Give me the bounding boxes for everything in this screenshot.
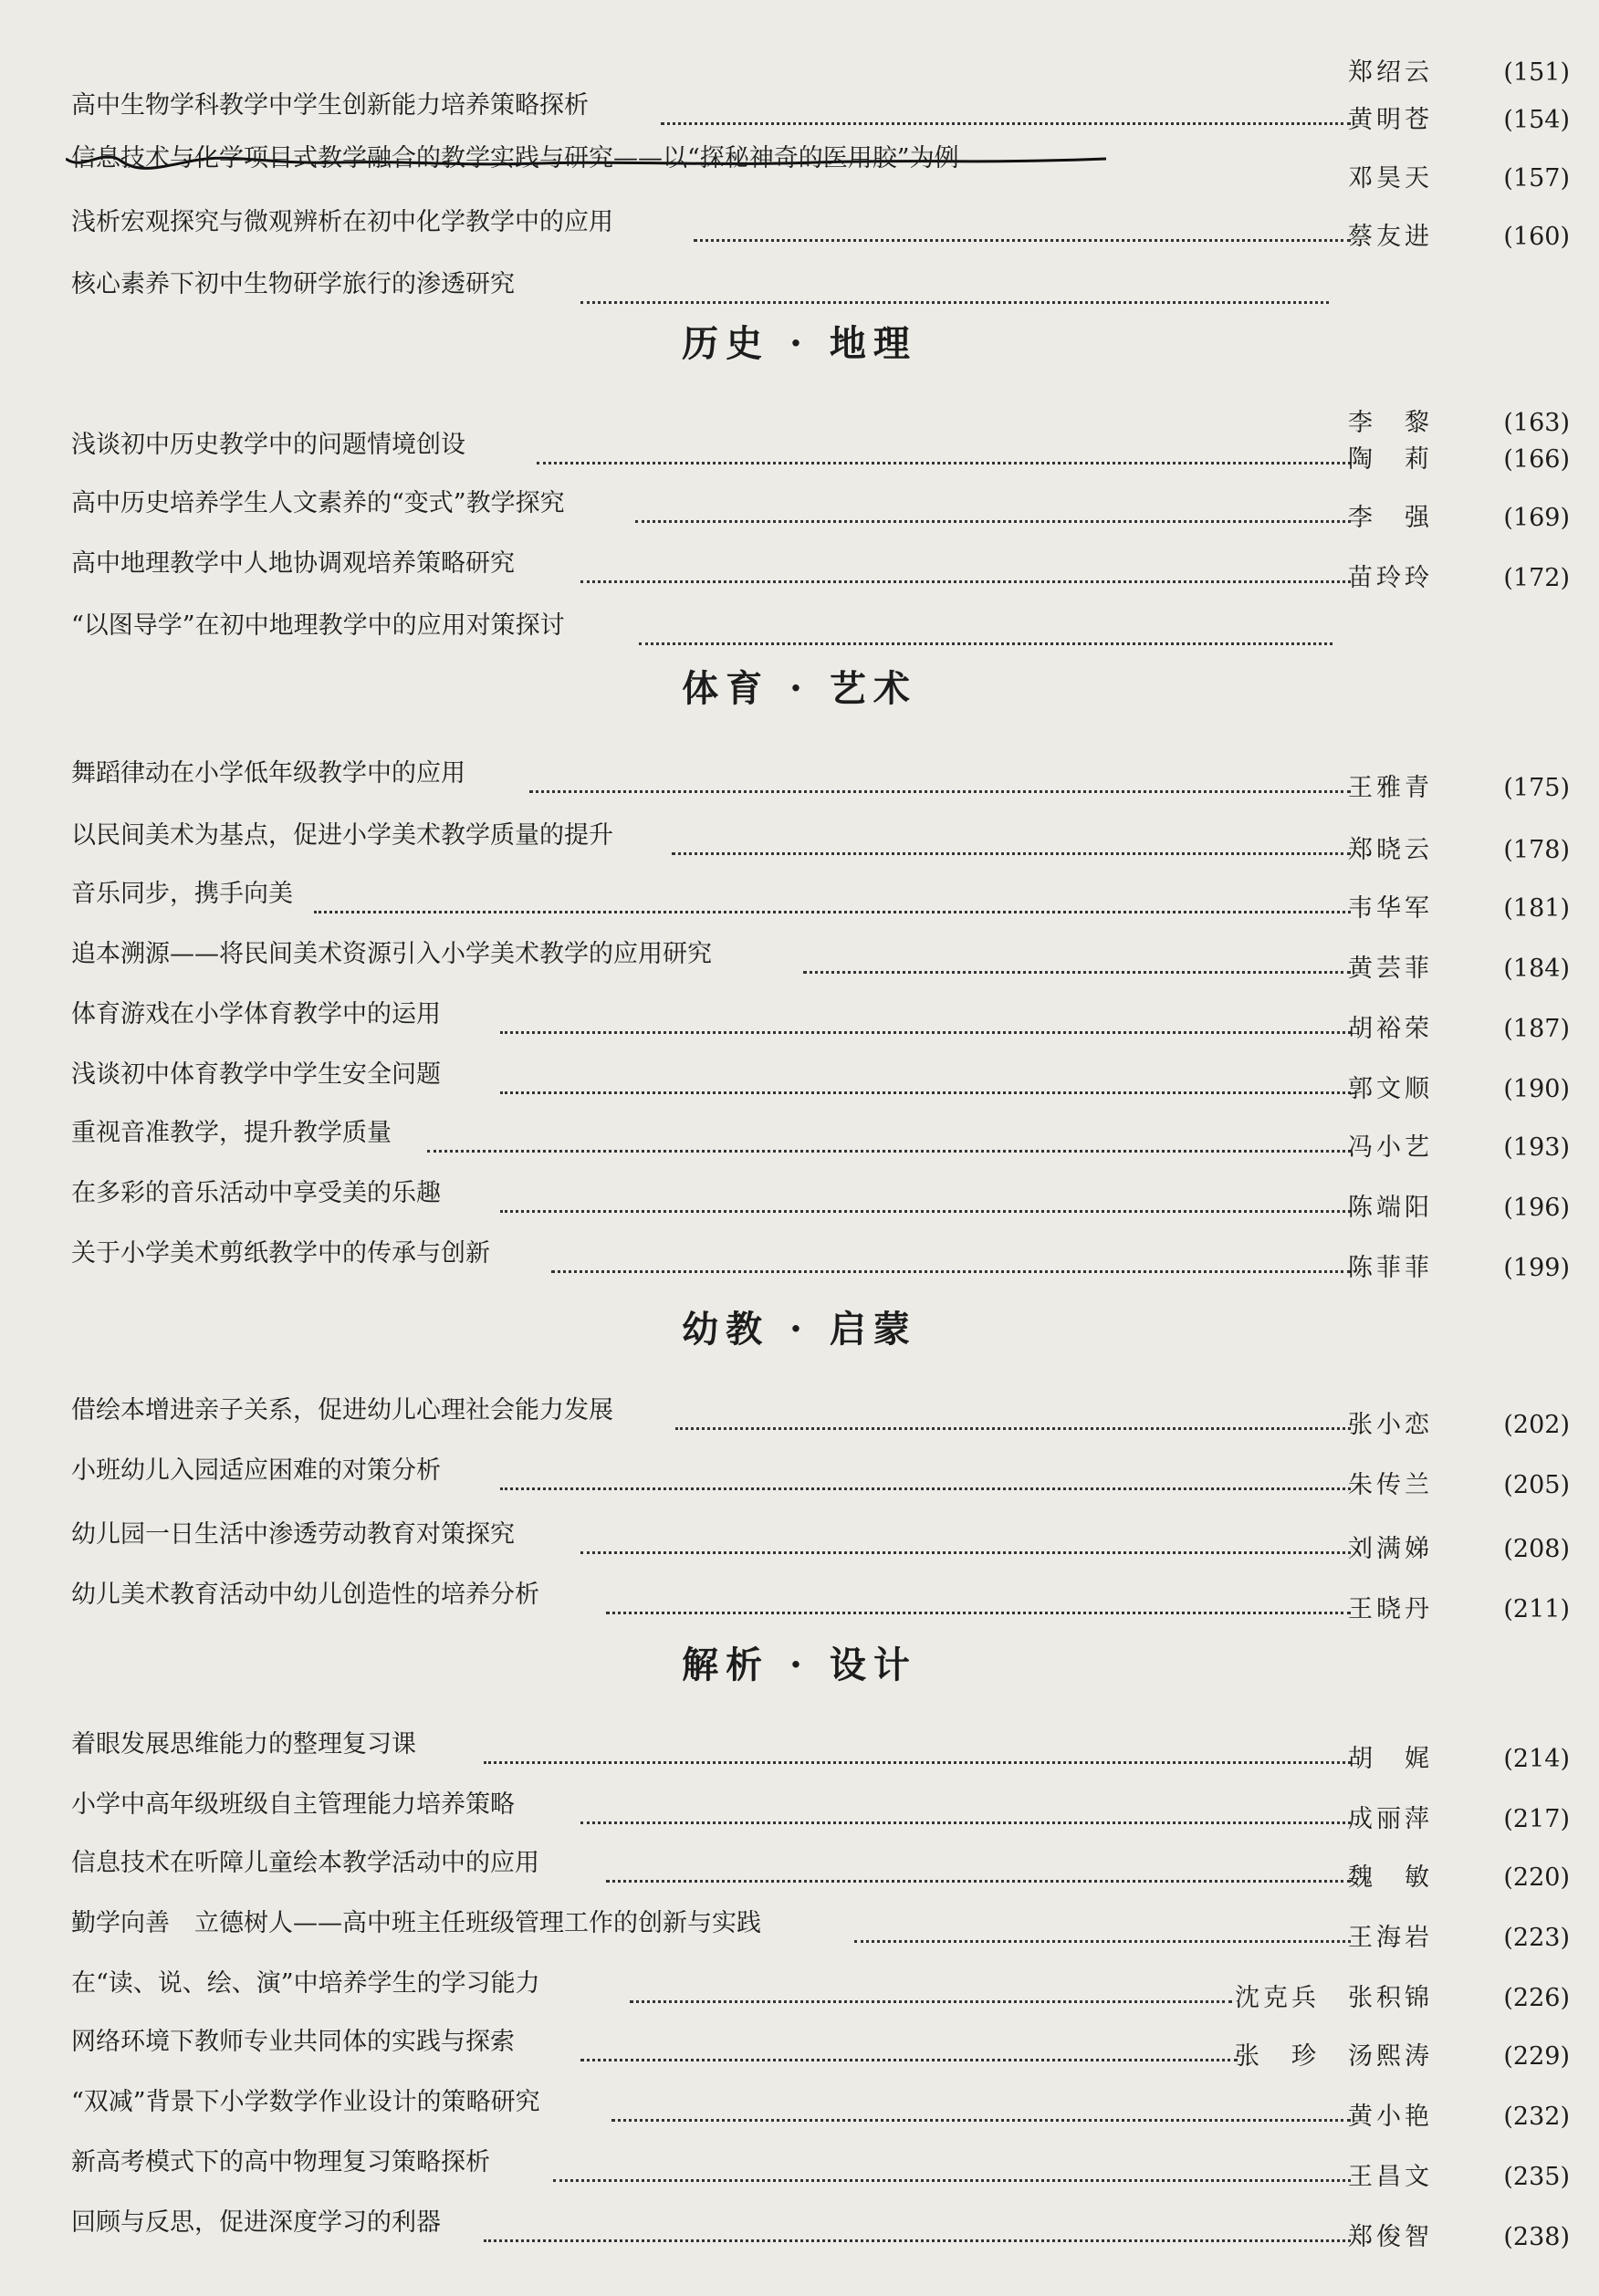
- entry-author: 朱传兰: [1348, 1471, 1433, 1499]
- section-heading-pe-art: 体育 · 艺术: [682, 667, 917, 710]
- dot-leader: [630, 1967, 1232, 2003]
- entry-title: 核心素养下初中生物研学旅行的渗透研究: [71, 270, 515, 298]
- dot-leader: [661, 89, 1351, 125]
- entry-author: 张 珍 汤熙涛: [1235, 2042, 1433, 2071]
- entry-author: 李 黎: [1348, 409, 1433, 437]
- entry-page: (160): [1503, 223, 1570, 251]
- toc-entry[interactable]: [0, 938, 1599, 993]
- dot-leader: [672, 819, 1351, 855]
- entry-author: 苗玲玲: [1348, 564, 1433, 592]
- entry-title: 幼儿园一日生活中渗透劳动教育对策探究: [71, 1520, 515, 1549]
- entry-title: 高中生物学科教学中学生创新能力培养策略探析: [71, 91, 589, 120]
- entry-author: 张小恋: [1348, 1411, 1433, 1439]
- entry-author: 郭文顺: [1348, 1075, 1433, 1103]
- toc-entry[interactable]: [0, 1518, 1599, 1573]
- entry-title: 网络环境下教师专业共同体的实践与探索: [71, 2028, 515, 2056]
- dot-leader: [639, 610, 1332, 645]
- entry-author: 黄明苍: [1348, 106, 1433, 134]
- entry-title: 信息技术与化学项目式教学融合的教学实践与研究——以“探秘神奇的医用胶”为例: [71, 144, 959, 172]
- entry-title: 舞蹈律动在小学低年级教学中的应用: [71, 759, 465, 788]
- entry-title: “以图导学”在初中地理教学中的应用对策探讨: [71, 611, 565, 640]
- entry-author: 韦华军: [1348, 894, 1433, 923]
- entry-page: (184): [1503, 955, 1570, 983]
- dot-leader: [635, 487, 1351, 523]
- entry-title: 关于小学美术剪纸教学中的传承与创新: [71, 1239, 490, 1268]
- entry-title: 着眼发展思维能力的整理复习课: [71, 1730, 416, 1759]
- entry-author: 王晓丹: [1348, 1595, 1433, 1623]
- entry-title: 借绘本增进亲子关系，促进幼儿心理社会能力发展: [71, 1396, 613, 1425]
- entry-page: (202): [1503, 1411, 1570, 1439]
- toc-entry[interactable]: [0, 1455, 1599, 1509]
- entry-title: 小班幼儿入园适应困难的对策分析: [71, 1456, 441, 1485]
- toc-entry[interactable]: [0, 819, 1599, 874]
- entry-author: 邓昊天: [1348, 164, 1433, 193]
- entry-author: 成丽萍: [1348, 1805, 1433, 1833]
- entry-author: 郑绍云: [1348, 58, 1433, 87]
- entry-page: (151): [1503, 58, 1570, 87]
- entry-page: (229): [1503, 2042, 1570, 2071]
- toc-entry[interactable]: [0, 548, 1599, 602]
- dot-leader: [500, 1177, 1351, 1213]
- entry-author: 王海岩: [1348, 1924, 1433, 1952]
- toc-entry[interactable]: [0, 1728, 1599, 1783]
- toc-entry[interactable]: [0, 144, 1599, 203]
- entry-title: 幼儿美术教育活动中幼儿创造性的培养分析: [71, 1581, 539, 1609]
- entry-author: 冯小艺: [1348, 1133, 1433, 1162]
- toc-entry[interactable]: [0, 2086, 1599, 2141]
- dot-leader: [580, 1518, 1351, 1554]
- entry-page: (205): [1503, 1471, 1570, 1499]
- entry-page: (235): [1503, 2163, 1570, 2191]
- entry-author: 胡 娓: [1348, 1745, 1433, 1773]
- entry-page: (196): [1503, 1194, 1570, 1222]
- section-heading-history-geography: 历史 · 地理: [682, 322, 917, 365]
- dot-leader: [484, 2207, 1351, 2242]
- entry-title: 新高考模式下的高中物理复习策略探析: [71, 2148, 490, 2176]
- toc-entry[interactable]: [0, 268, 1599, 323]
- entry-title: 回顾与反思，促进深度学习的利器: [71, 2208, 441, 2237]
- dot-leader: [529, 757, 1351, 793]
- entry-title: 高中地理教学中人地协调观培养策略研究: [71, 549, 515, 578]
- entry-page: (226): [1503, 1984, 1570, 2012]
- entry-title: 在多彩的音乐活动中享受美的乐趣: [71, 1179, 441, 1207]
- entry-page: (211): [1503, 1595, 1570, 1623]
- entry-author: 蔡友进: [1348, 223, 1433, 251]
- entry-page: (238): [1503, 2223, 1570, 2251]
- section-heading-preschool: 幼教 · 启蒙: [682, 1308, 917, 1351]
- entry-page: (190): [1503, 1075, 1570, 1103]
- entry-title: 追本溯源——将民间美术资源引入小学美术教学的应用研究: [71, 940, 712, 968]
- entry-page: (223): [1503, 1924, 1570, 1952]
- entry-author: 王雅青: [1348, 774, 1433, 802]
- entry-author: 黄小艳: [1348, 2103, 1433, 2131]
- dot-leader: [484, 1728, 1351, 1764]
- entry-title: 浅析宏观探究与微观辨析在初中化学教学中的应用: [71, 208, 613, 236]
- toc-entry[interactable]: [0, 1789, 1599, 1843]
- toc-entry[interactable]: [0, 1907, 1599, 1962]
- dot-leader: [694, 206, 1351, 242]
- dot-leader: [427, 1117, 1351, 1153]
- entry-title: 信息技术在听障儿童绘本教学活动中的应用: [71, 1849, 539, 1877]
- entry-title: 重视音准教学，提升教学质量: [71, 1119, 392, 1147]
- entry-page: (220): [1503, 1863, 1570, 1892]
- dot-leader: [314, 878, 1351, 913]
- dot-leader: [854, 1907, 1351, 1943]
- toc-entry[interactable]: [0, 2026, 1599, 2081]
- entry-page: (199): [1503, 1254, 1570, 1282]
- entry-page: (232): [1503, 2103, 1570, 2131]
- entry-author: 陈端阳: [1348, 1194, 1433, 1222]
- entry-page: (172): [1503, 564, 1570, 592]
- entry-page: (169): [1503, 504, 1570, 532]
- entry-author: 郑俊智: [1348, 2223, 1433, 2251]
- entry-author: 刘满娣: [1348, 1535, 1433, 1563]
- dot-leader: [606, 1847, 1351, 1883]
- dot-leader: [580, 548, 1351, 583]
- dot-leader: [606, 1579, 1351, 1614]
- dot-leader: [537, 429, 1351, 464]
- entry-page: (163): [1503, 409, 1570, 437]
- entry-author: 郑晓云: [1348, 836, 1433, 864]
- entry-title: 体育游戏在小学体育教学中的运用: [71, 1000, 441, 1028]
- dot-leader: [553, 2146, 1351, 2182]
- dot-leader: [500, 1059, 1351, 1094]
- entry-page: (214): [1503, 1745, 1570, 1773]
- entry-title: 勤学向善 立德树人——高中班主任班级管理工作的创新与实践: [71, 1909, 761, 1937]
- entry-title: 浅谈初中体育教学中学生安全问题: [71, 1060, 441, 1089]
- entry-title: 小学中高年级班级自主管理能力培养策略: [71, 1790, 515, 1819]
- entry-page: (157): [1503, 164, 1570, 193]
- section-heading-analysis-design: 解析 · 设计: [682, 1644, 917, 1686]
- toc-entry[interactable]: [0, 206, 1599, 261]
- entry-author: 沈克兵 张积锦: [1235, 1984, 1433, 2012]
- toc-entry[interactable]: [0, 998, 1599, 1053]
- entry-author: 黄芸菲: [1348, 955, 1433, 983]
- toc-entry[interactable]: [0, 42, 1599, 97]
- entry-page: (181): [1503, 894, 1570, 923]
- toc-entry[interactable]: [0, 487, 1599, 542]
- entry-page: (208): [1503, 1535, 1570, 1563]
- entry-author: 胡裕荣: [1348, 1015, 1433, 1043]
- toc-entry[interactable]: [0, 2146, 1599, 2201]
- entry-author: 李 强: [1348, 504, 1433, 532]
- entry-title: “双减”背景下小学数学作业设计的策略研究: [71, 2088, 540, 2116]
- entry-title: 音乐同步，携手向美: [71, 880, 293, 908]
- dot-leader: [580, 268, 1329, 304]
- toc-entry[interactable]: [0, 1967, 1599, 2022]
- toc-entry[interactable]: [0, 1579, 1599, 1633]
- entry-author: 魏 敏: [1348, 1863, 1433, 1892]
- entry-page: (193): [1503, 1133, 1570, 1162]
- dot-leader: [675, 1394, 1351, 1430]
- entry-page: (175): [1503, 774, 1570, 802]
- toc-entry[interactable]: [0, 89, 1599, 144]
- entry-author: 王昌文: [1348, 2163, 1433, 2191]
- entry-title: 以民间美术为基点，促进小学美术教学质量的提升: [71, 821, 613, 850]
- toc-entry[interactable]: [0, 1117, 1599, 1172]
- toc-entry[interactable]: [0, 429, 1599, 484]
- toc-entry[interactable]: [0, 1059, 1599, 1113]
- entry-page: (178): [1503, 836, 1570, 864]
- dot-leader: [803, 938, 1351, 974]
- dot-leader: [580, 2026, 1238, 2061]
- toc-entry[interactable]: [0, 1237, 1599, 1292]
- entry-page: (217): [1503, 1805, 1570, 1833]
- toc-entry[interactable]: [0, 610, 1599, 664]
- toc-entry[interactable]: [0, 757, 1599, 812]
- toc-entry[interactable]: [0, 1394, 1599, 1449]
- entry-author: 陶 莉: [1348, 445, 1433, 474]
- dot-leader: [500, 1455, 1351, 1490]
- entry-page: (166): [1503, 445, 1570, 474]
- dot-leader: [500, 998, 1351, 1034]
- dot-leader: [611, 2086, 1351, 2122]
- entry-author: 陈菲菲: [1348, 1254, 1433, 1282]
- entry-page: (187): [1503, 1015, 1570, 1043]
- entry-page: (154): [1503, 106, 1570, 134]
- toc-entry[interactable]: [0, 2207, 1599, 2261]
- dot-leader: [580, 1789, 1351, 1824]
- entry-title: 浅谈初中历史教学中的问题情境创设: [71, 431, 465, 459]
- toc-entry[interactable]: [0, 878, 1599, 933]
- toc-entry[interactable]: [0, 1847, 1599, 1902]
- entry-title: 在“读、说、绘、演”中培养学生的学习能力: [71, 1969, 540, 1998]
- dot-leader: [551, 1237, 1351, 1273]
- entry-title: 高中历史培养学生人文素养的“变式”教学探究: [71, 489, 565, 517]
- toc-entry[interactable]: [0, 1177, 1599, 1232]
